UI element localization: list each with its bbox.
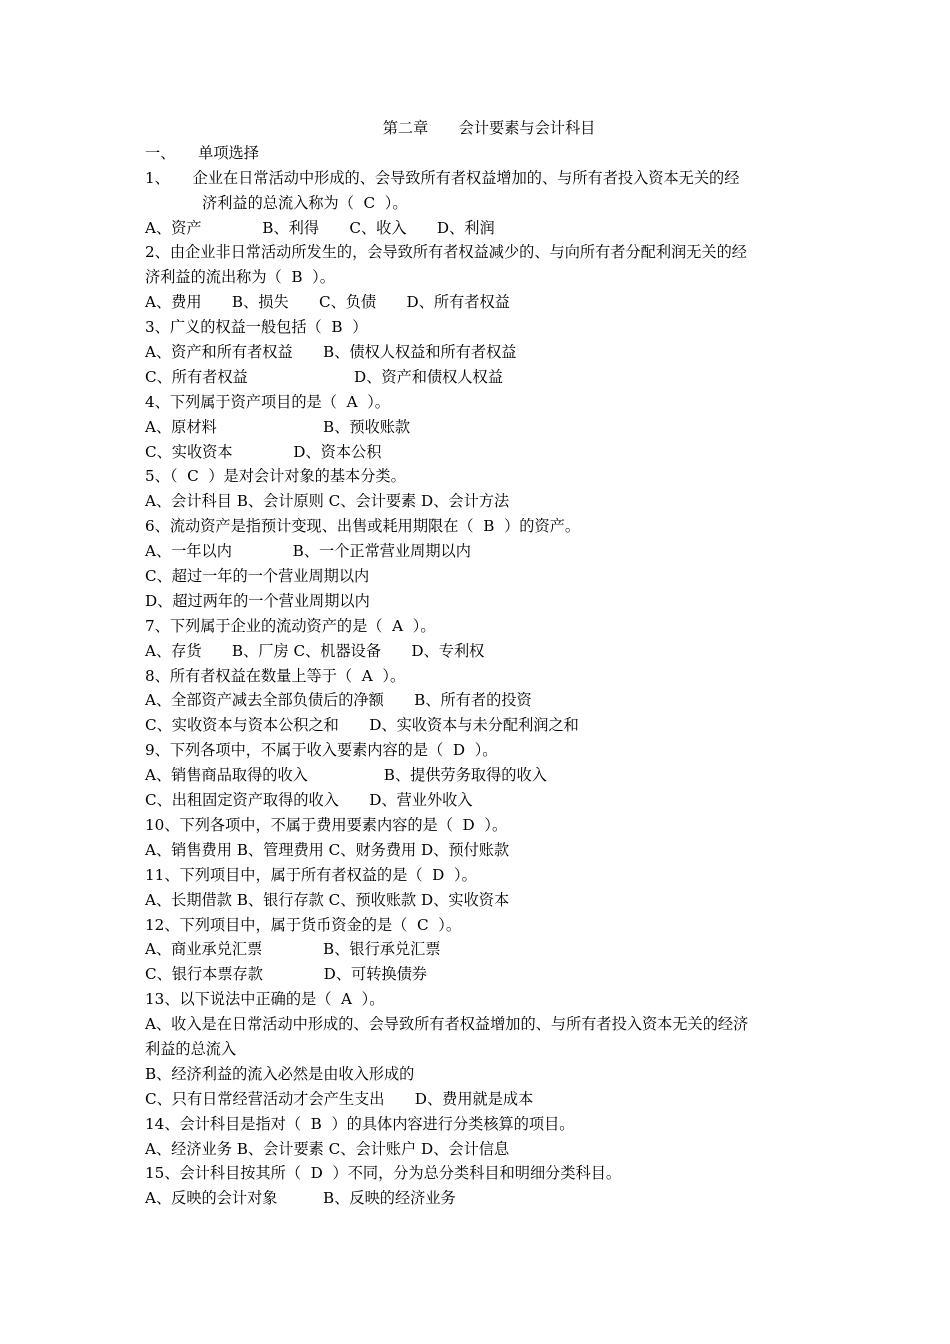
question-6-options-ab: A、一年以内 B、一个正常营业周期以内 [145, 542, 471, 561]
question-5-options: A、会计科目 B、会计原则 C、会计要素 D、会计方法 [145, 492, 510, 511]
question-12-options-ab: A、商业承兑汇票 B、银行承兑汇票 [145, 940, 441, 959]
question-6-option-d: D、超过两年的一个营业周期以内 [145, 591, 370, 610]
question-1-options: A、资产 B、利得 C、收入 D、利润 [145, 218, 495, 237]
question-14-options: A、经济业务 B、会计要素 C、会计账户 D、会计信息 [145, 1139, 510, 1158]
question-13-stem: 13、以下说法中正确的是（ A ）。 [145, 990, 385, 1009]
question-15-options-ab: A、反映的会计对象 B、反映的经济业务 [145, 1189, 456, 1208]
question-13-option-b: B、经济利益的流入必然是由收入形成的 [145, 1064, 415, 1083]
question-9-options-ab: A、销售商品取得的收入 B、提供劳务取得的收入 [145, 766, 547, 785]
question-8-options-cd: C、实收资本与资本公积之和 D、实收资本与未分配利润之和 [145, 716, 579, 735]
question-4-options-cd: C、实收资本 D、资本公积 [145, 442, 382, 461]
question-11-options: A、长期借款 B、银行存款 C、预收账款 D、实收资本 [145, 890, 510, 909]
question-11-stem: 11、下列项目中，属于所有者权益的是（ D ）。 [145, 865, 477, 884]
question-15-stem: 15、会计科目按其所（ D ）不同，分为总分类科目和明细分类科目。 [145, 1164, 622, 1183]
question-10-options: A、销售费用 B、管理费用 C、财务费用 D、预付账款 [145, 840, 510, 859]
question-13-option-a: A、收入是在日常活动中形成的、会导致所有者权益增加的、与所有者投入资本无关的经济 [145, 1015, 749, 1034]
question-5-stem: 5、（ C ）是对会计对象的基本分类。 [145, 467, 406, 486]
question-7-stem: 7、下列属于企业的流动资产的是（ A ）。 [145, 616, 436, 635]
question-9-options-cd: C、出租固定资产取得的收入 D、营业外收入 [145, 791, 473, 810]
question-1-stem: 1、 企业在日常活动中形成的、会导致所有者权益增加的、与所有者投入资本无关的经 [145, 168, 740, 187]
question-4-options-ab: A、原材料 B、预收账款 [145, 417, 411, 436]
question-14-stem: 14、会计科目是指对（ B ）的具体内容进行分类核算的项目。 [145, 1114, 575, 1133]
question-10-stem: 10、下列各项中，不属于费用要素内容的是（ D ）。 [145, 815, 508, 834]
question-2-stem: 2、由企业非日常活动所发生的，会导致所有者权益减少的、与向所有者分配利润无关的经 [145, 243, 747, 262]
question-1-stem-continued: 济利益的总流入称为（ C ）。 [202, 193, 408, 212]
question-4-stem: 4、下列属于资产项目的是（ A ）。 [145, 392, 390, 411]
section-heading: 一、 单项选择 [145, 143, 259, 162]
question-3-options-cd: C、所有者权益 D、资产和债权人权益 [145, 367, 503, 386]
question-12-options-cd: C、银行本票存款 D、可转换债券 [145, 965, 427, 984]
question-8-stem: 8、所有者权益在数量上等于（ A ）。 [145, 666, 406, 685]
question-3-stem: 3、广义的权益一般包括（ B ） [145, 318, 368, 337]
question-3-options-ab: A、资产和所有者权益 B、债权人权益和所有者权益 [145, 343, 517, 362]
question-9-stem: 9、下列各项中，不属于收入要素内容的是（ D ）。 [145, 741, 498, 760]
question-13-option-a-continued: 利益的总流入 [145, 1039, 237, 1058]
question-2-stem-continued: 济利益的流出称为（ B ）。 [145, 268, 335, 287]
question-6-option-c: C、超过一年的一个营业周期以内 [145, 567, 370, 586]
question-2-options: A、费用 B、损失 C、负债 D、所有者权益 [145, 293, 510, 312]
document-body [145, 116, 825, 1211]
question-6-stem: 6、流动资产是指预计变现、出售或耗用期限在（ B ）的资产。 [145, 517, 581, 536]
question-8-options-ab: A、全部资产减去全部负债后的净额 B、所有者的投资 [145, 691, 532, 710]
question-13-options-cd: C、只有日常经营活动才会产生支出 D、费用就是成本 [145, 1089, 534, 1108]
question-7-options: A、存货 B、厂房 C、机器设备 D、专利权 [145, 641, 485, 660]
chapter-title: 第二章 会计要素与会计科目 [382, 119, 596, 137]
question-12-stem: 12、下列项目中，属于货币资金的是（ C ）。 [145, 915, 462, 934]
